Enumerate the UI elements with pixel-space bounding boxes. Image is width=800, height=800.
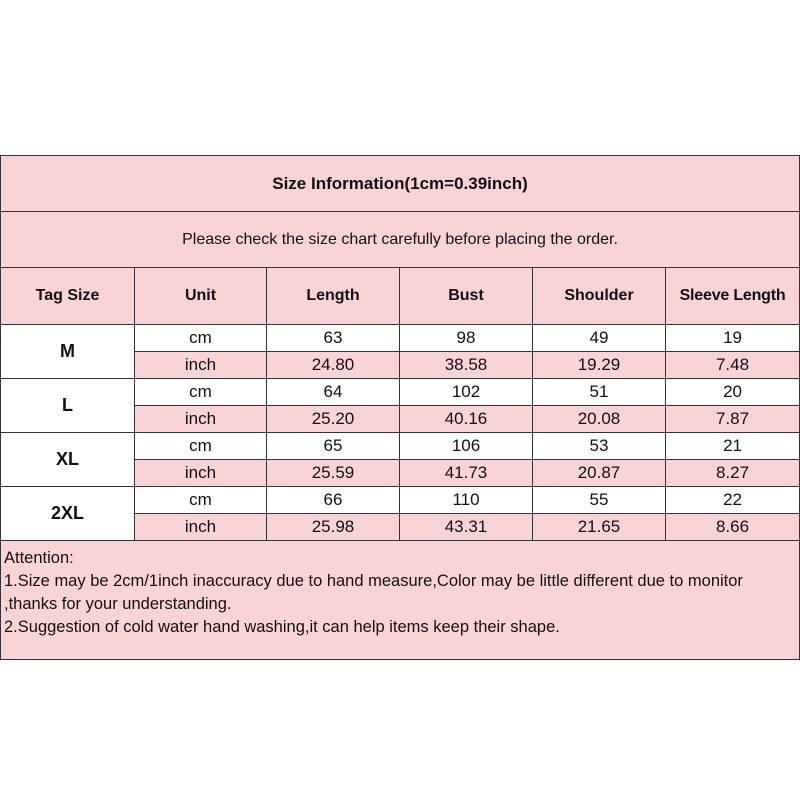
tag-size-cell: 2XL <box>1 487 135 541</box>
tag-size-cell: M <box>1 325 135 379</box>
length-cell: 25.20 <box>267 406 400 433</box>
header-tag-size: Tag Size <box>1 268 135 325</box>
tag-size-cell: L <box>1 379 135 433</box>
unit-cell: inch <box>135 514 267 541</box>
tag-size-cell: XL <box>1 433 135 487</box>
chart-subtitle: Please check the size chart carefully before placing the order. <box>1 212 800 268</box>
length-cell: 25.59 <box>267 460 400 487</box>
attention-line-1: 1.Size may be 2cm/1inch inaccuracy due to hand measure,Color may be little different due to monitor ,thanks for your understanding. <box>4 572 743 613</box>
bust-cell: 106 <box>400 433 533 460</box>
sleeve-cell: 19 <box>666 325 800 352</box>
unit-cell: inch <box>135 460 267 487</box>
table-row <box>1 487 800 514</box>
bust-cell: 102 <box>400 379 533 406</box>
shoulder-cell: 49 <box>533 325 666 352</box>
bust-cell: 40.16 <box>400 406 533 433</box>
table-row <box>1 379 800 406</box>
header-bust: Bust <box>400 268 533 325</box>
unit-cell: inch <box>135 352 267 379</box>
header-unit: Unit <box>135 268 267 325</box>
header-sleeve-length: Sleeve Length <box>666 268 800 325</box>
attention-line-2: 2.Suggestion of cold water hand washing,it can help items keep their shape. <box>4 618 560 636</box>
length-cell: 24.80 <box>267 352 400 379</box>
size-chart <box>0 155 800 645</box>
attention-notes <box>1 541 800 660</box>
length-cell: 25.98 <box>267 514 400 541</box>
sleeve-cell: 21 <box>666 433 800 460</box>
attention-heading: Attention: <box>4 549 74 567</box>
shoulder-cell: 21.65 <box>533 514 666 541</box>
unit-cell: cm <box>135 379 267 406</box>
unit-cell: cm <box>135 487 267 514</box>
chart-title: Size Information(1cm=0.39inch) <box>1 156 800 212</box>
sleeve-cell: 8.66 <box>666 514 800 541</box>
shoulder-cell: 20.08 <box>533 406 666 433</box>
bust-cell: 110 <box>400 487 533 514</box>
bust-cell: 98 <box>400 325 533 352</box>
sleeve-cell: 22 <box>666 487 800 514</box>
bust-cell: 41.73 <box>400 460 533 487</box>
table-row <box>1 433 800 460</box>
header-row <box>1 268 800 325</box>
length-cell: 64 <box>267 379 400 406</box>
unit-cell: cm <box>135 325 267 352</box>
length-cell: 65 <box>267 433 400 460</box>
sleeve-cell: 8.27 <box>666 460 800 487</box>
header-shoulder: Shoulder <box>533 268 666 325</box>
table-row <box>1 325 800 352</box>
unit-cell: inch <box>135 406 267 433</box>
shoulder-cell: 53 <box>533 433 666 460</box>
shoulder-cell: 51 <box>533 379 666 406</box>
header-length: Length <box>267 268 400 325</box>
unit-cell: cm <box>135 433 267 460</box>
length-cell: 63 <box>267 325 400 352</box>
size-table <box>0 155 800 660</box>
shoulder-cell: 55 <box>533 487 666 514</box>
bust-cell: 43.31 <box>400 514 533 541</box>
length-cell: 66 <box>267 487 400 514</box>
bust-cell: 38.58 <box>400 352 533 379</box>
sleeve-cell: 7.87 <box>666 406 800 433</box>
shoulder-cell: 20.87 <box>533 460 666 487</box>
sleeve-cell: 20 <box>666 379 800 406</box>
sleeve-cell: 7.48 <box>666 352 800 379</box>
shoulder-cell: 19.29 <box>533 352 666 379</box>
